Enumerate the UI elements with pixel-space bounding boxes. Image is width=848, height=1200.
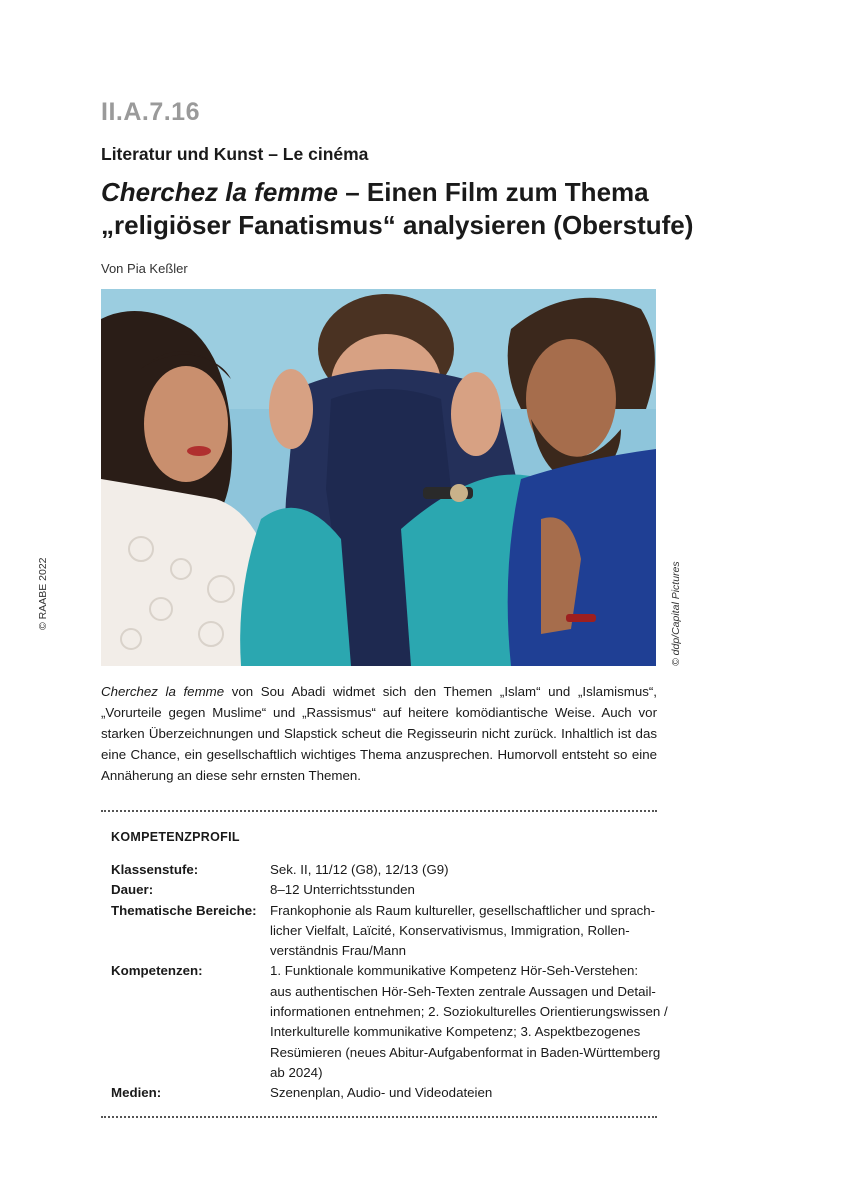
- kp-label: Thematische Bereiche:: [111, 902, 257, 918]
- kp-value-line: Resümieren (neues Abitur-Aufgabenformat in Baden-Württemberg: [270, 1044, 661, 1060]
- kp-value-line: informationen entnehmen; 2. Soziokulturelles Orientierungswissen /: [270, 1004, 668, 1020]
- kp-value: [270, 901, 656, 962]
- kp-value-line: ab 2024): [270, 1064, 323, 1080]
- kp-label: Kompetenzen:: [111, 963, 203, 979]
- kompetenzprofil-heading: KOMPETENZPROFIL: [111, 830, 240, 844]
- photo-credit: © ddp/Capital Pictures: [670, 561, 682, 666]
- kp-value-line: verständnis Frau/Mann: [270, 943, 406, 959]
- page-title: [101, 176, 761, 242]
- kp-value-line: 1. Funktionale kommunikative Kompetenz Hör-Seh-Verstehen:: [270, 963, 639, 979]
- kompetenzprofil-table: [111, 860, 668, 1104]
- kp-value: [270, 880, 656, 900]
- document-code: II.A.7.16: [101, 98, 200, 126]
- intro-paragraph: [101, 681, 657, 786]
- kp-label: Dauer:: [111, 882, 154, 898]
- divider-bottom: [101, 1116, 657, 1118]
- kp-value-line: Szenenplan, Audio- und Videodateien: [270, 1085, 493, 1101]
- kp-value-line: licher Vielfalt, Laïcité, Konservativismus, Immigration, Rollen-: [270, 922, 630, 938]
- title-part-2: „religiöser Fanatismus“ analysieren (Oberstufe): [101, 210, 694, 240]
- kp-label: Klassenstufe:: [111, 862, 199, 877]
- section-heading: Literatur und Kunst – Le cinéma: [101, 144, 369, 164]
- kp-value-line: Frankophonie als Raum kultureller, gesellschaftlicher und sprach-: [270, 902, 656, 918]
- kp-row-kompetenzen: [111, 961, 668, 1083]
- copyright-side-note: © RAABE 2022: [37, 557, 49, 630]
- author-line: Von Pia Keßler: [101, 261, 188, 276]
- kp-value-line: Interkulturelle kommunikative Kompetenz; 3. Aspektbezogenes: [270, 1024, 641, 1040]
- kp-value: [270, 860, 656, 880]
- kp-value-line: Sek. II, 11/12 (G8), 12/13 (G9): [270, 862, 449, 877]
- kp-row-dauer: [111, 880, 656, 900]
- intro-text: von Sou Abadi widmet sich den Themen „Islam“ und „Islamismus“, „Vorurteile gegen Muslime“ und „Rassismus“ auf heitere komödiantische Weise. Auch vor starken Überzeichnungen und Slapstick scheut die Regisseurin nicht zurück. Inhaltlich ist das eine Chance, ein gesellschaftlich wichtiges Thema anzusprechen. Humorvoll entsteht so eine Annäherung an diese sehr ernsten Themen.: [101, 684, 657, 783]
- kp-value: [270, 1083, 656, 1103]
- divider-top: [101, 810, 657, 812]
- title-part-1: – Einen Film zum Thema: [337, 177, 649, 207]
- kp-value-line: aus authentischen Hör-Seh-Texten zentrale Aussagen und Detail-: [270, 983, 656, 999]
- kp-row-thematische-bereiche: [111, 901, 656, 962]
- intro-film-title: Cherchez la femme: [101, 684, 225, 699]
- title-film-name: Cherchez la femme: [101, 177, 338, 207]
- kp-value-line: 8–12 Unterrichtsstunden: [270, 882, 415, 898]
- kp-label: Medien:: [111, 1085, 162, 1101]
- kp-value: [270, 961, 668, 1083]
- film-still-photo: [101, 289, 656, 666]
- kp-row-medien: [111, 1083, 656, 1103]
- kp-row-klassenstufe: [111, 860, 656, 880]
